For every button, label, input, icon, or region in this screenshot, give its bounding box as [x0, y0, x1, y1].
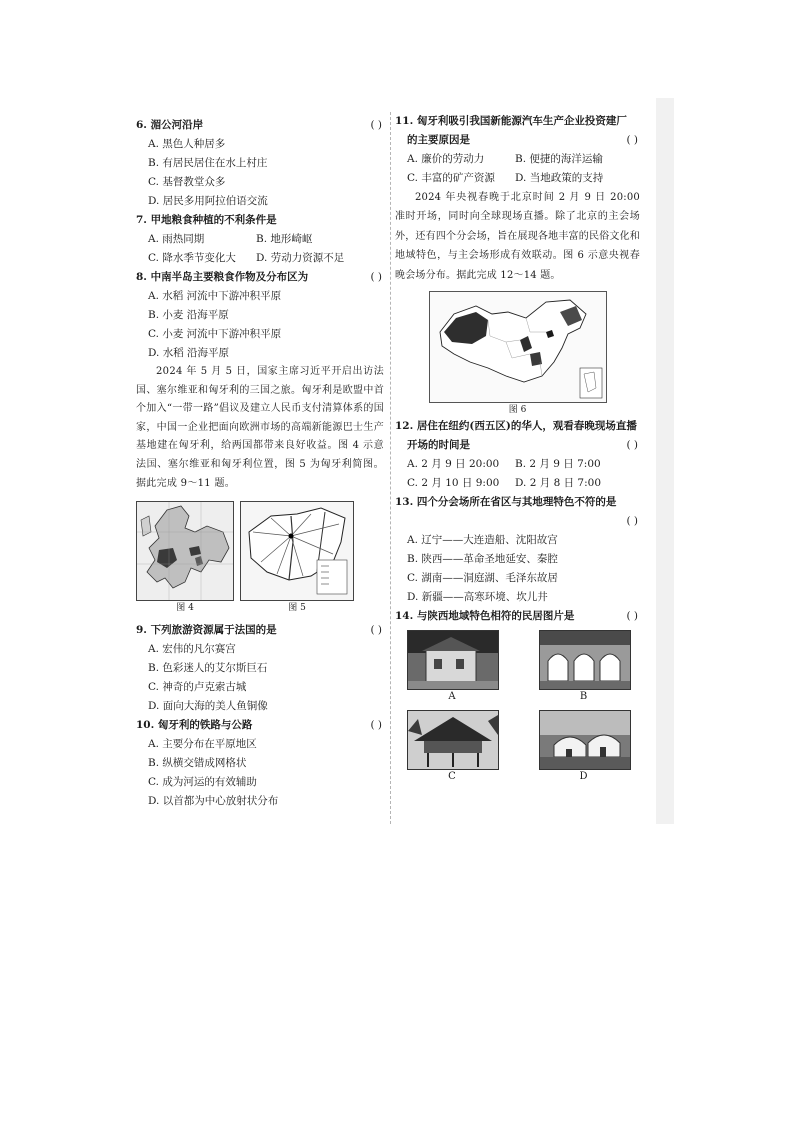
option-b: B. 纵横交错成网格状: [148, 757, 247, 770]
option-row: [395, 150, 640, 169]
figure-4: [136, 501, 234, 615]
answer-paren: ( ): [370, 719, 382, 732]
question-13: [395, 493, 640, 512]
question-stem-cont: 开场的时间是: [407, 439, 470, 452]
photo-label: B: [579, 691, 588, 703]
option-b: B. 地形崎岖: [256, 233, 313, 245]
hungary-map-graphic: [241, 502, 353, 600]
figure-6-caption: 图 6: [508, 405, 527, 416]
question-stem: 11. 匈牙利吸引我国新能源汽车生产企业投资建厂: [395, 115, 627, 127]
option-row: [395, 474, 640, 493]
option-b: B. 色彩迷人的艾尔斯巨石: [148, 662, 268, 675]
yurt-photo: [539, 710, 631, 770]
reading-passage: 2024 年央视春晚于北京时间 2 月 9 日 20:00 准时开场，同时向全球现场直播。除了北京的主会场外，还有四个分会场，旨在展现各地丰富的民俗文化和地域特色，与主会场形成有效联动。图 6 示意央视春晚会场分布。据此完成 12～14 题。: [395, 192, 640, 281]
dwelling-photos: [395, 630, 640, 784]
left-column: [136, 116, 384, 811]
stilt-house-photo-graphic: [408, 711, 498, 769]
china-map: [429, 291, 607, 403]
question-stem-cont: 的主要原因是: [407, 134, 470, 146]
option-d: D. 当地政策的支持: [515, 172, 604, 184]
option-a: A. 黑色人种居多: [148, 138, 226, 150]
yurt-photo-graphic: [540, 711, 630, 769]
question-10: [136, 716, 384, 735]
photo-label: A: [448, 691, 456, 703]
figure-5-caption: 图 5: [288, 603, 306, 614]
option-d: D. 劳动力资源不足: [256, 252, 345, 264]
option-c: C. 小麦 河流中下游冲积平原: [148, 328, 282, 340]
option-b: B. 小麦 沿海平原: [148, 309, 229, 321]
cave-dwelling-photo-graphic: [540, 631, 630, 689]
question-12-line-2: [395, 436, 640, 455]
photo-option-d: [539, 710, 641, 784]
question-6: [136, 116, 384, 135]
house-photo: [407, 630, 499, 690]
option-b: B. 2 月 9 日 7:00: [515, 458, 601, 471]
option-a: A. 水稻 河流中下游冲积平原: [148, 290, 282, 302]
reading-passage: 2024 年 5 月 5 日，国家主席习近平开启出访法国、塞尔维亚和匈牙利的三国之旅。匈牙利是欧盟中首个加入“一带一路”倡议及建立人民币支付清算体系的国家，中国一企业把面向欧洲市场的高端新能源巴士生产基地建在匈牙利，给两国都带来良好收益。图 4 示意法国、塞尔维亚和匈牙利位置，图 5 为匈牙利简图。据此完成 9～11 题。: [136, 366, 384, 489]
cave-dwelling-photo: [539, 630, 631, 690]
column-divider: [390, 112, 391, 824]
option-b: B. 有居民居住在水上村庄: [148, 157, 268, 169]
question-7: [136, 211, 384, 230]
house-photo-graphic: [408, 631, 498, 689]
option-d: D. 新疆——高寒环境、坎儿井: [407, 591, 548, 604]
option-b: B. 陕西——革命圣地延安、秦腔: [407, 553, 558, 566]
hungary-map: [240, 501, 354, 601]
question-11: [395, 112, 640, 131]
option-c: C. 神奇的卢克索古城: [148, 681, 247, 694]
question-stem: 8. 中南半岛主要粮食作物及分布区为: [136, 271, 309, 283]
answer-paren: ( ): [370, 624, 382, 637]
option-d: D. 面向大海的美人鱼铜像: [148, 700, 268, 713]
question-12: [395, 417, 640, 436]
option-a: A. 主要分布在平原地区: [148, 738, 257, 751]
right-column: [395, 112, 640, 784]
option-a: A. 2 月 9 日 20:00: [407, 458, 500, 471]
option-d: D. 以首都为中心放射状分布: [148, 795, 279, 808]
option-row: [136, 230, 384, 249]
option-c: C. 降水季节变化大: [148, 252, 236, 264]
question-14: [395, 607, 640, 626]
stilt-house-photo: [407, 710, 499, 770]
question-stem: 14. 与陕西地域特色相符的民居图片是: [395, 610, 575, 623]
option-d: D. 2 月 8 日 7:00: [515, 477, 602, 490]
figure-6: [395, 291, 640, 417]
europe-map-graphic: [137, 502, 233, 600]
option-row: [136, 249, 384, 268]
option-a: A. 宏伟的凡尔赛宫: [148, 643, 236, 656]
question-stem: 13. 四个分会场所在省区与其地理特色不符的是: [395, 496, 617, 509]
option-b: B. 便捷的海洋运输: [515, 153, 603, 165]
photo-label: C: [448, 771, 456, 783]
option-c: C. 2 月 10 日 9:00: [407, 477, 500, 490]
option-row: [395, 455, 640, 474]
question-stem: 12. 居住在纽约(西五区)的华人，观看春晚现场直播: [395, 420, 637, 433]
option-c: C. 成为河运的有效辅助: [148, 776, 257, 789]
option-c: C. 基督教堂众多: [148, 176, 226, 188]
option-row: [395, 169, 640, 188]
question-8: [136, 268, 384, 287]
china-map-graphic: [430, 292, 606, 402]
answer-paren: ( ): [370, 271, 382, 283]
option-d: D. 水稻 沿海平原: [148, 347, 230, 359]
figure-row: [136, 501, 384, 615]
photo-option-a: [407, 630, 509, 704]
option-d: D. 居民多用阿拉伯语交流: [148, 195, 268, 207]
europe-map: [136, 501, 234, 601]
option-a: A. 廉价的劳动力: [407, 153, 485, 165]
photo-option-c: [407, 710, 509, 784]
option-c: C. 丰富的矿产资源: [407, 172, 495, 184]
option-a: A. 雨热同期: [148, 233, 205, 245]
answer-paren: ( ): [626, 515, 638, 528]
answer-paren: ( ): [626, 134, 638, 146]
page-edge-strip: [656, 98, 674, 824]
figure-4-caption: 图 4: [176, 603, 194, 614]
answer-paren: ( ): [626, 439, 638, 452]
question-9: [136, 621, 384, 640]
photo-label: D: [579, 771, 588, 783]
answer-paren: ( ): [370, 119, 382, 131]
figure-5: [240, 501, 354, 615]
option-a: A. 辽宁——大连造船、沈阳故宫: [407, 534, 558, 547]
photo-option-b: [539, 630, 641, 704]
answer-paren: ( ): [626, 610, 638, 623]
question-stem: 9. 下列旅游资源属于法国的是: [136, 624, 277, 637]
option-c: C. 湖南——洞庭湖、毛泽东故居: [407, 572, 558, 585]
question-stem: 6. 湄公河沿岸: [136, 119, 204, 131]
question-stem: 10. 匈牙利的铁路与公路: [136, 719, 253, 732]
question-11-line-2: [395, 131, 640, 150]
question-stem: 7. 甲地粮食种植的不利条件是: [136, 214, 277, 226]
